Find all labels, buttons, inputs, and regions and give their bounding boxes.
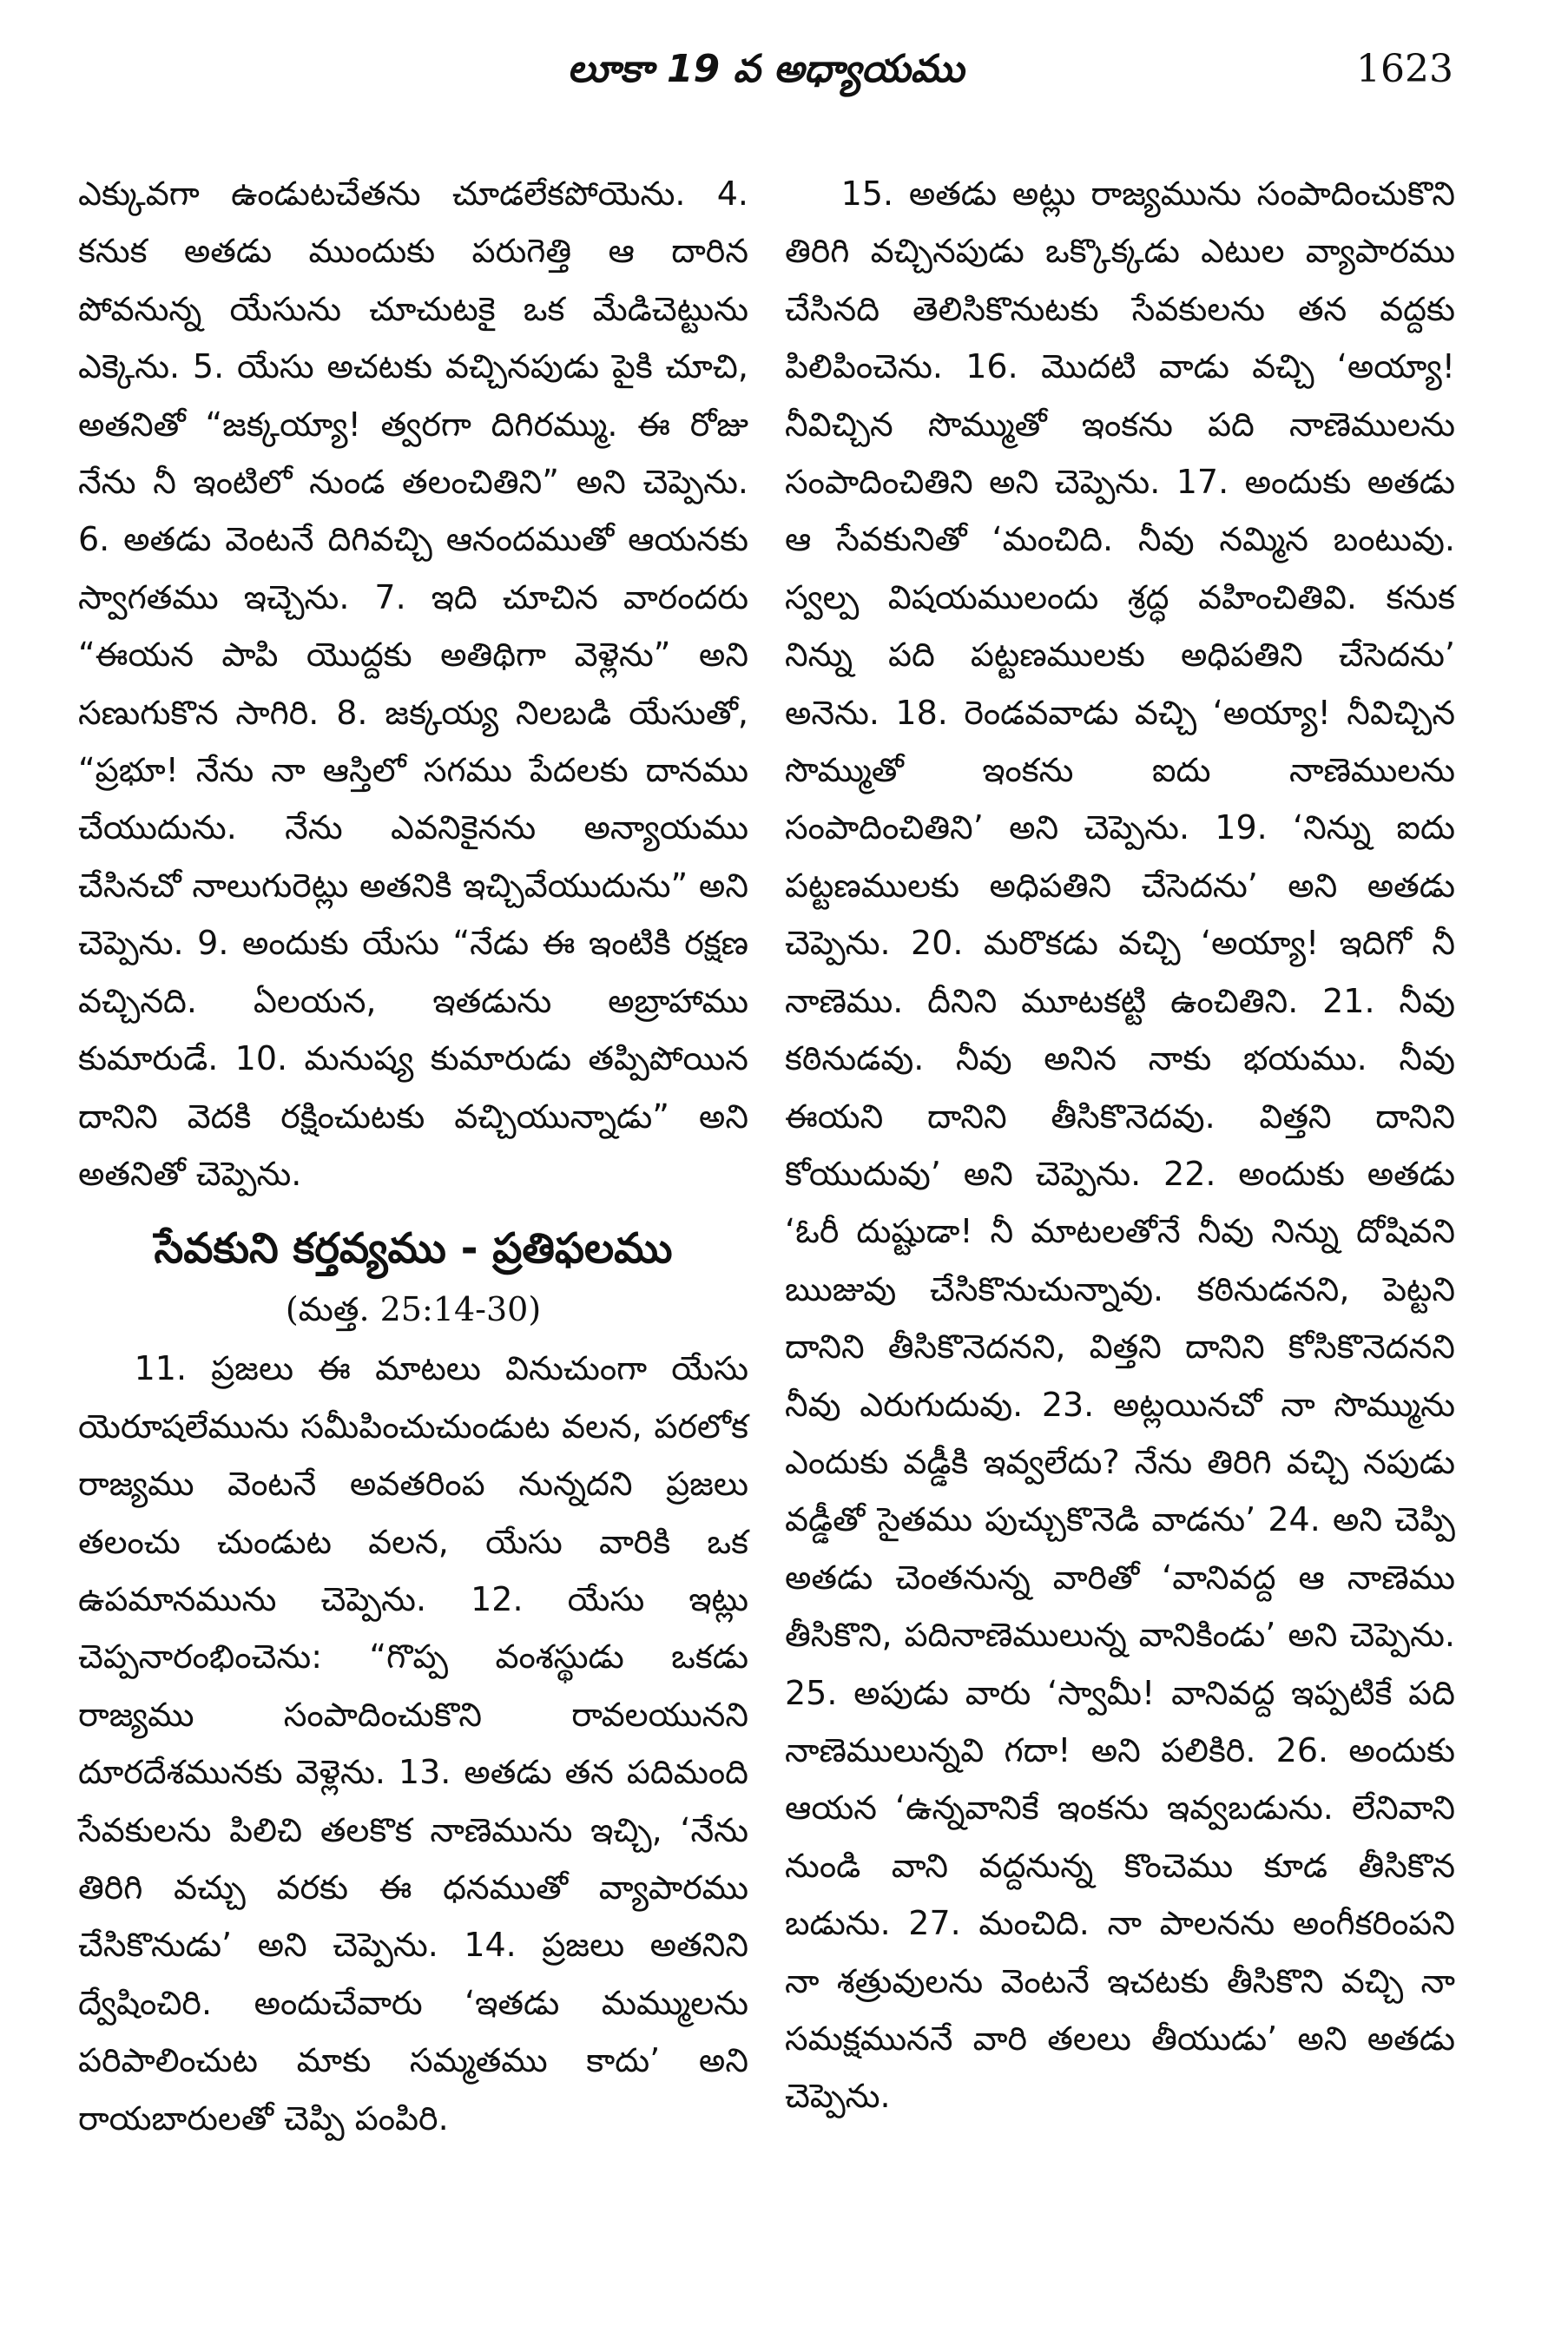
right-column	[785, 165, 1455, 2125]
cross-reference: (మత్త. 25:14-30)	[285, 1290, 542, 1329]
paragraph: ఎక్కువగా ఉండుటచేతను చూడలేకపోయెను. 4. కనుక అతడు ముందుకు పరుగెత్తి ఆ దారిన పోవనున్న యేసును చూచుటకై ఒక మేడిచెట్టును ఎక్కెను. 5. యేసు అచటకు వచ్చినపుడు పైకి చూచి, అతనితో “జక్కయ్యా! త్వరగా దిగిరమ్ము. ఈ రోజు నేను నీ ఇంటిలో నుండ తలంచితిని” అని చెప్పెను. 6. అతడు వెంటనే దిగివచ్చి ఆనందముతో ఆయనకు స్వాగతము ఇచ్చెను. 7. ఇది చూచిన వారందరు “ఈయన పాపి యొద్దకు అతిథిగా వెళ్లెను” అని సణుగుకొన సాగిరి. 8. జక్కయ్య నిలబడి యేసుతో, “ప్రభూ! నేను నా ఆస్తిలో సగము పేదలకు దానము చేయుదును. నేను ఎవనికైనను అన్యాయము చేసినచో నాలుగురెట్లు అతనికి ఇచ్చివేయుదును” అని చెప్పెను. 9. అందుకు యేసు “నేడు ఈ ఇంటికి రక్షణ వచ్చినది. ఏలయన, ఇతడును అబ్రాహాము కుమారుడే. 10. మనుష్య కుమారుడు తప్పిపోయిన దానిని వెదకి రక్షించుటకు వచ్చియున్నాడు” అని అతనితో చెప్పెను.	[78, 175, 748, 1193]
page-number: 1623	[1356, 47, 1453, 91]
paragraph: 11. ప్రజలు ఈ మాటలు వినుచుంగా యేసు యెరూషలేమును సమీపించుచుండుట వలన, పరలోక రాజ్యము వెంటనే అవతరింప నున్నదని ప్రజలు తలంచు చుండుట వలన, యేసు వారికి ఒక ఉపమానమును చెప్పెను. 12. యేసు ఇట్లు చెప్పనారంభించెను: “గొప్ప వంశస్థుడు ఒకడు రాజ్యము సంపాదించుకొని రావలయునని దూరదేశమునకు వెళ్లెను. 13. అతడు తన పదిమంది సేవకులను పిలిచి తలకొక నాణెమును ఇచ్చి, ‘నేను తిరిగి వచ్చు వరకు ఈ ధనముతో వ్యాపారము చేసికొనుడు’ అని చెప్పెను. 14. ప్రజలు అతనిని ద్వేషించిరి. అందుచేవారు ‘ఇతడు మమ్ములను పరిపాలించుట మాకు సమ్మతము కాదు’ అని రాయబారులతో చెప్పి పంపిరి.	[78, 1349, 748, 2138]
chapter-title: లూకా 19 వ అధ్యాయము	[567, 47, 965, 91]
left-column	[78, 165, 748, 2147]
page-header	[78, 42, 1453, 102]
paragraph: 15. అతడు అట్లు రాజ్యమును సంపాదించుకొని తిరిగి వచ్చినపుడు ఒక్కొక్కడు ఎటుల వ్యాపారము చేసినది తెలిసికొనుటకు సేవకులను తన వద్దకు పిలిపించెను. 16. మొదటి వాడు వచ్చి ‘అయ్యా! నీవిచ్చిన సొమ్ముతో ఇంకను పది నాణెములను సంపాదించితిని అని చెప్పెను. 17. అందుకు అతడు ఆ సేవకునితో ‘మంచిది. నీవు నమ్మిన బంటువు. స్వల్ప విషయములందు శ్రద్ధ వహించితివి. కనుక నిన్ను పది పట్టణములకు అధిపతిని చేసెదను’ అనెను. 18. రెండవవాడు వచ్చి ‘అయ్యా! నీవిచ్చిన సొమ్ముతో ఇంకను ఐదు నాణెములను సంపాదించితిని’ అని చెప్పెను. 19. ‘నిన్ను ఐదు పట్టణములకు అధిపతిని చేసెదను’ అని అతడు చెప్పెను. 20. మరొకడు వచ్చి ‘అయ్యా! ఇదిగో నీ నాణెము. దీనిని మూటకట్టి ఉంచితిని. 21. నీవు కఠినుడవు. నీవు అనిన నాకు భయము. నీవు ఈయని దానిని తీసికొనెదవు. విత్తని దానిని కోయుదువు’ అని చెప్పెను. 22. అందుకు అతడు ‘ఓరీ దుష్టుడా! నీ మాటలతోనే నీవు నిన్ను దోషివని ఋజువు చేసికొనుచున్నావు. కఠినుడనని, పెట్టని దానిని తీసికొనెదనని, విత్తని దానిని కోసికొనెదనని నీవు ఎరుగుదువు. 23. అట్లయినచో నా సొమ్మును ఎందుకు వడ్డీకి ఇవ్వలేదు? నేను తిరిగి వచ్చి నపుడు వడ్డీతో సైతము పుచ్చుకొనెడి వాడను’ 24. అని చెప్పి అతడు చెంతనున్న వారితో ‘వానివద్ద ఆ నాణెము తీసికొని, పదినాణెములున్న వానికిండు’ అని చెప్పెను. 25. అపుడు వారు ‘స్వామీ! వానివద్ద ఇప్పటికే పది నాణెములున్నవి గదా! అని పలికిరి. 26. అందుకు ఆయన ‘ఉన్నవానికే ఇంకను ఇవ్వబడును. లేనివాని నుండి వాని వద్దనున్న కొంచెము కూడ తీసికొన బడును. 27. మంచిది. నా పాలనను అంగీకరింపని నా శత్రువులను వెంటనే ఇచటకు తీసికొని వచ్చి నా సమక్షముననే వారి తలలు తీయుడు’ అని అతడు చెప్పెను.	[785, 175, 1455, 2116]
section-heading: సేవకుని కర్తవ్యము - ప్రతిఫలము	[154, 1224, 673, 1274]
